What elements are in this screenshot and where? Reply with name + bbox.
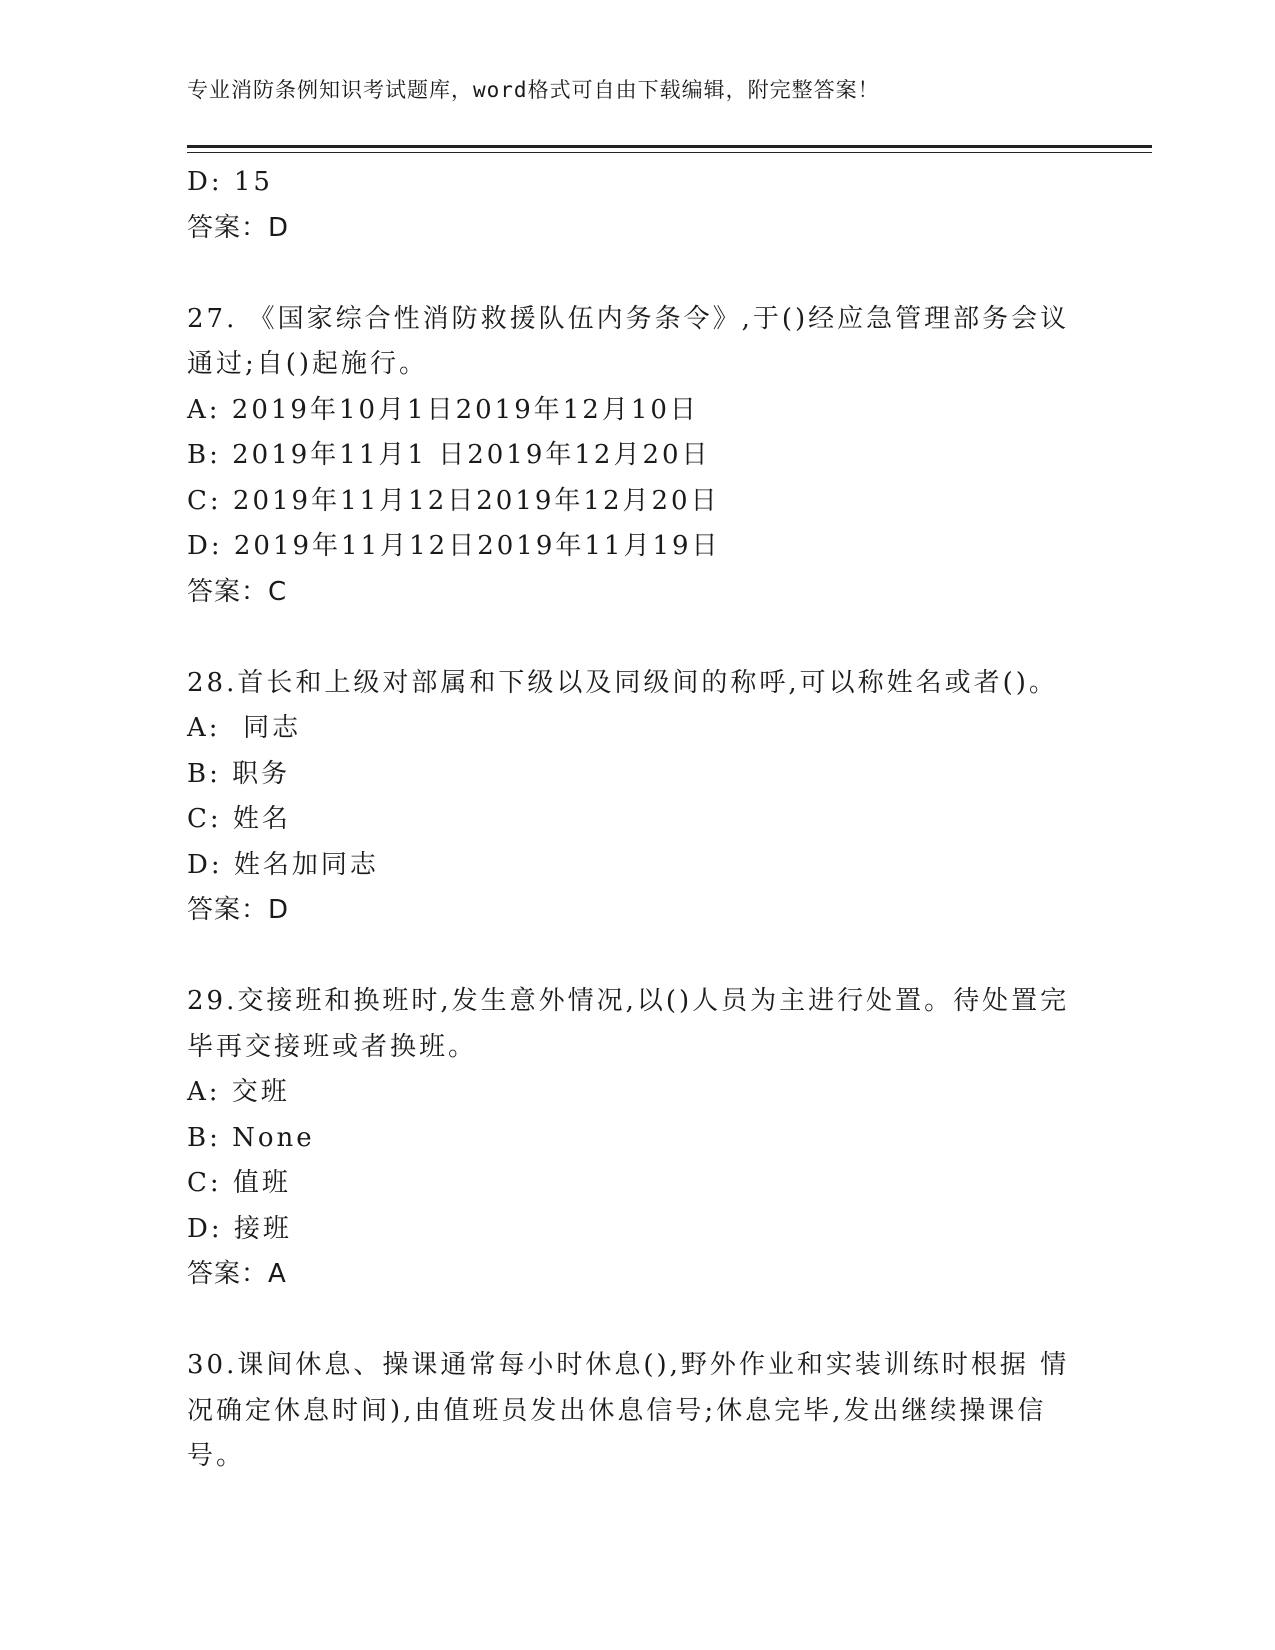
option-d: D: 2019年11月12日2019年11月19日 bbox=[187, 531, 721, 561]
question-30-line-2: 况确定休息时间),由值班员发出休息信号;休息完毕,发出继续操课信 bbox=[187, 1395, 1047, 1426]
question-30-line-1: 30.课间休息、操课通常每小时休息(),野外作业和实装训练时根据 情 bbox=[187, 1350, 1070, 1380]
header-divider-thin bbox=[187, 152, 1152, 153]
option-c: C: 值班 bbox=[187, 1168, 291, 1198]
answer: 答案：D bbox=[187, 212, 290, 243]
header-divider-thick bbox=[187, 145, 1152, 148]
page-header: 专业消防条例知识考试题库，word格式可自由下载编辑，附完整答案！ bbox=[187, 78, 880, 102]
question-29-line-1: 29.交接班和换班时,发生意外情况,以()人员为主进行处置。待处置完 bbox=[187, 986, 1070, 1016]
option-a: A: 交班 bbox=[187, 1077, 290, 1107]
answer: 答案：D bbox=[187, 895, 290, 925]
question-29-line-2: 毕再交接班或者换班。 bbox=[187, 1031, 478, 1062]
answer: 答案：A bbox=[187, 1259, 287, 1289]
option-a: A: 同志 bbox=[187, 713, 302, 743]
option-c: C: 姓名 bbox=[187, 804, 291, 834]
option-b: B: 职务 bbox=[187, 758, 291, 789]
option-a: A: 2019年10月1日2019年12月10日 bbox=[187, 394, 699, 425]
option-d: D: 15 bbox=[187, 167, 273, 197]
option-c: C: 2019年11月12日2019年12月20日 bbox=[187, 485, 720, 516]
option-d: D: 接班 bbox=[187, 1213, 292, 1244]
question-30-line-3: 号。 bbox=[187, 1441, 246, 1471]
option-b: B: 2019年11月1 日2019年12月20日 bbox=[187, 440, 711, 470]
question-27-line-2: 通过;自()起施行。 bbox=[187, 349, 429, 379]
option-d: D: 姓名加同志 bbox=[187, 849, 379, 880]
question-content bbox=[187, 160, 1087, 1480]
option-b: B: None bbox=[187, 1122, 315, 1153]
question-27-line-1: 27. 《国家综合性消防救援队伍内务条令》,于()经应急管理部务会议 bbox=[187, 303, 1070, 334]
answer: 答案：C bbox=[187, 576, 288, 607]
question-28-line-1: 28.首长和上级对部属和下级以及同级间的称呼,可以称姓名或者()。 bbox=[187, 667, 1058, 698]
